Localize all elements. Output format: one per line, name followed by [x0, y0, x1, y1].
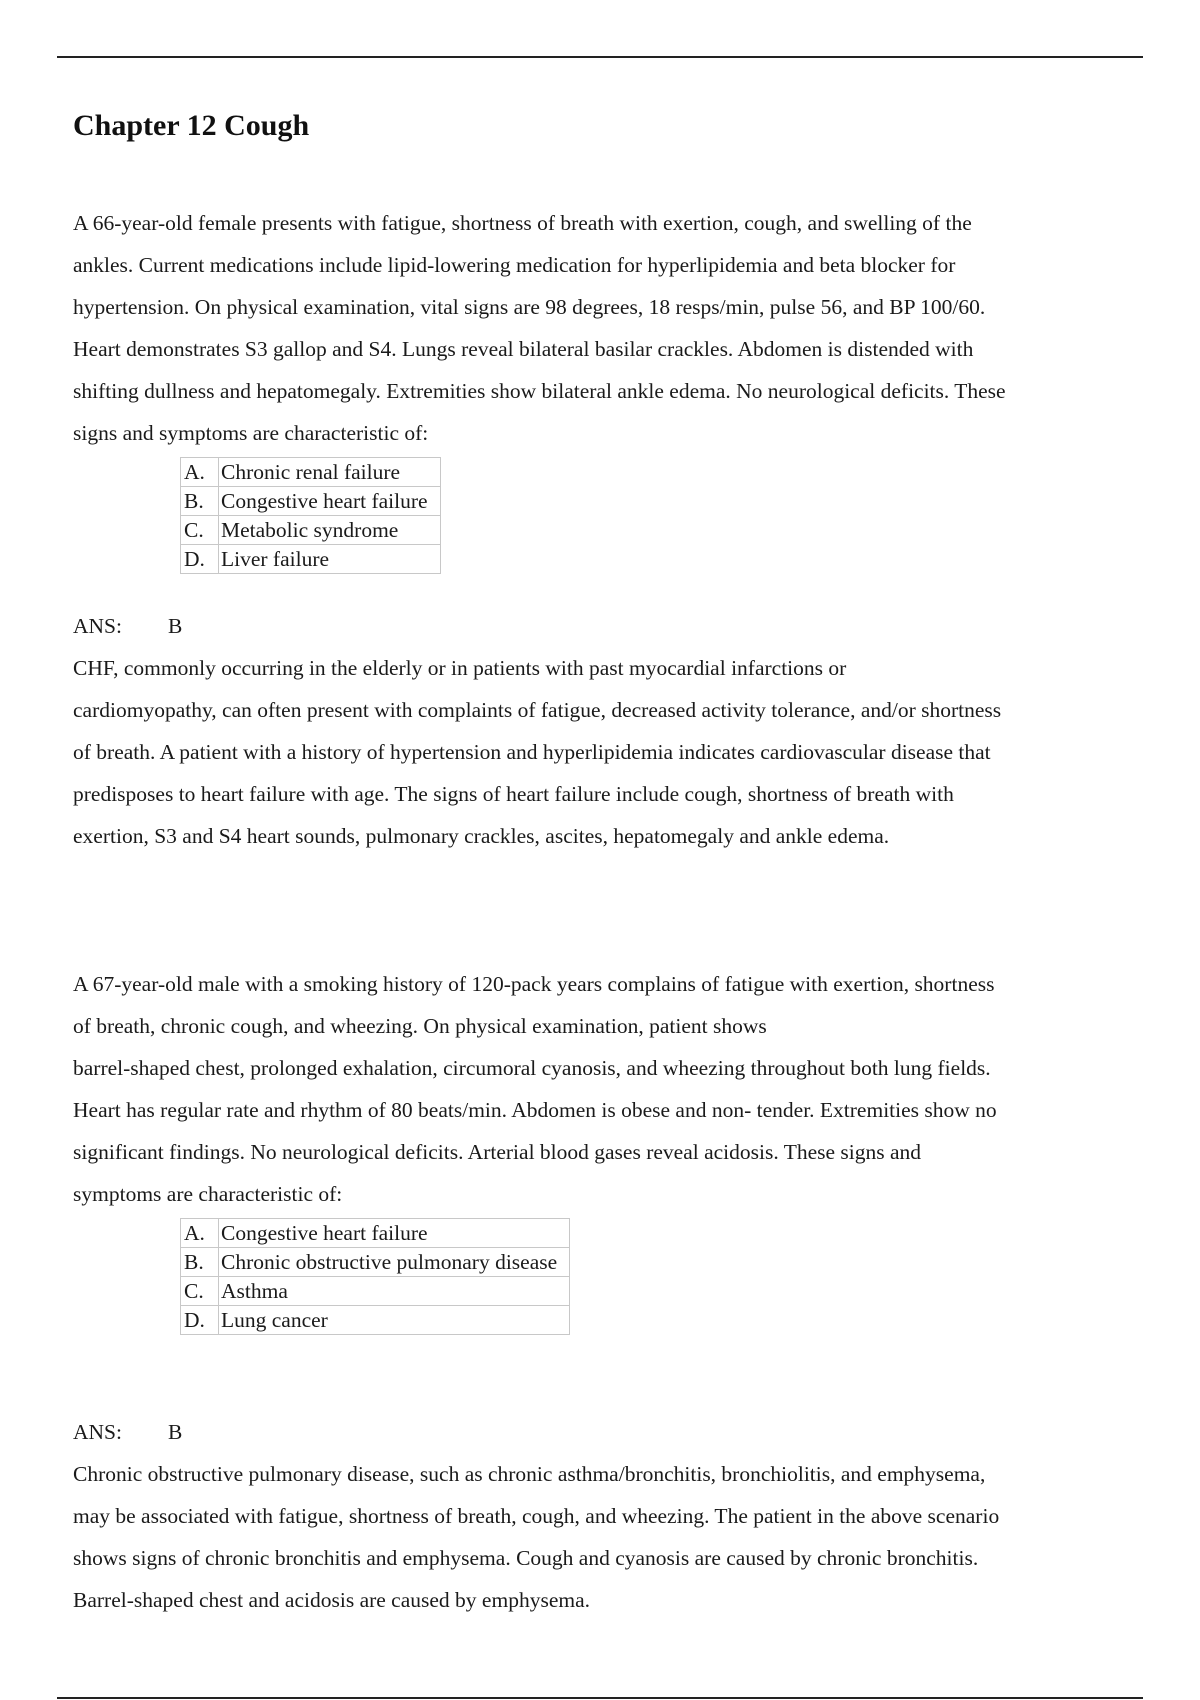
stem-line: Heart demonstrates S3 gallop and S4. Lungs reveal bilateral basilar crackles. Abdomen is distended with	[73, 337, 974, 361]
answer-rationale	[73, 1453, 1133, 1621]
stem-line: A 67-year-old male with a smoking history of 120-pack years complains of fatigue with exertion, shortness	[73, 972, 995, 996]
stem-line: barrel-shaped chest, prolonged exhalation, circumoral cyanosis, and wheezing throughout both lung fields.	[73, 1056, 991, 1080]
choice-text: Chronic renal failure	[219, 458, 441, 487]
question-stem	[73, 963, 1133, 1215]
answer-line	[73, 605, 1133, 647]
choice-letter: B.	[181, 1248, 219, 1277]
choice-letter: B.	[181, 487, 219, 516]
page-title: Chapter 12 Cough	[73, 109, 310, 142]
choice-row	[181, 487, 441, 516]
stem-line: of breath, chronic cough, and wheezing. On physical examination, patient shows	[73, 1014, 767, 1038]
choice-row	[181, 516, 441, 545]
answer-value: B	[168, 1420, 183, 1444]
choice-text: Asthma	[219, 1277, 570, 1306]
rationale-line: predisposes to heart failure with age. The signs of heart failure include cough, shortness of breath with	[73, 782, 954, 806]
choice-text: Congestive heart failure	[219, 1219, 570, 1248]
choice-row	[181, 1248, 570, 1277]
rationale-line: may be associated with fatigue, shortness of breath, cough, and wheezing. The patient in the above scenario	[73, 1504, 1000, 1528]
stem-line: ankles. Current medications include lipid-lowering medication for hyperlipidemia and beta blocker for	[73, 253, 956, 277]
rationale-line: shows signs of chronic bronchitis and emphysema. Cough and cyanosis are caused by chronic bronchitis.	[73, 1546, 979, 1570]
stem-line: signs and symptoms are characteristic of:	[73, 421, 429, 445]
choice-row	[181, 1219, 570, 1248]
stem-line: significant findings. No neurological deficits. Arterial blood gases reveal acidosis. These signs and	[73, 1140, 922, 1164]
answer-line	[73, 1411, 1133, 1453]
stem-line: symptoms are characteristic of:	[73, 1182, 343, 1206]
choice-row	[181, 1277, 570, 1306]
choice-row	[181, 458, 441, 487]
rationale-line: Barrel-shaped chest and acidosis are caused by emphysema.	[73, 1588, 590, 1612]
bottom-rule	[57, 1697, 1143, 1699]
question-2	[73, 963, 1133, 1621]
choice-text: Liver failure	[219, 545, 441, 574]
choice-row	[181, 1306, 570, 1335]
rationale-line: Chronic obstructive pulmonary disease, such as chronic asthma/bronchitis, bronchiolitis, and emphysema,	[73, 1462, 986, 1486]
choice-text: Chronic obstructive pulmonary disease	[219, 1248, 570, 1277]
rationale-line: cardiomyopathy, can often present with complaints of fatigue, decreased activity tolerance, and/or shortness	[73, 698, 1002, 722]
choice-text: Lung cancer	[219, 1306, 570, 1335]
rationale-line: exertion, S3 and S4 heart sounds, pulmonary crackles, ascites, hepatomegaly and ankle edema.	[73, 824, 890, 848]
rationale-line: of breath. A patient with a history of hypertension and hyperlipidemia indicates cardiovascular disease that	[73, 740, 991, 764]
choice-letter: A.	[181, 458, 219, 487]
stem-line: Heart has regular rate and rhythm of 80 beats/min. Abdomen is obese and non- tender. Extremities show no	[73, 1098, 997, 1122]
answer-label: ANS:	[73, 614, 122, 638]
question-1	[73, 202, 1133, 857]
answer-value: B	[168, 614, 183, 638]
choice-text: Metabolic syndrome	[219, 516, 441, 545]
choice-letter: D.	[181, 545, 219, 574]
choice-letter: C.	[181, 1277, 219, 1306]
stem-line: shifting dullness and hepatomegaly. Extremities show bilateral ankle edema. No neurological deficits. These	[73, 379, 1006, 403]
stem-line: A 66-year-old female presents with fatigue, shortness of breath with exertion, cough, and swelling of the	[73, 211, 972, 235]
question-stem	[73, 202, 1133, 454]
choice-row	[181, 545, 441, 574]
choice-letter: A.	[181, 1219, 219, 1248]
answer-choices-table	[180, 457, 441, 574]
answer-choices-table	[180, 1218, 570, 1335]
top-rule	[57, 56, 1143, 58]
rationale-line: CHF, commonly occurring in the elderly or in patients with past myocardial infarctions or	[73, 656, 847, 680]
choice-letter: D.	[181, 1306, 219, 1335]
stem-line: hypertension. On physical examination, vital signs are 98 degrees, 18 resps/min, pulse 56, and BP 100/60.	[73, 295, 986, 319]
answer-rationale	[73, 647, 1133, 857]
choice-text: Congestive heart failure	[219, 487, 441, 516]
answer-label: ANS:	[73, 1420, 122, 1444]
choice-letter: C.	[181, 516, 219, 545]
